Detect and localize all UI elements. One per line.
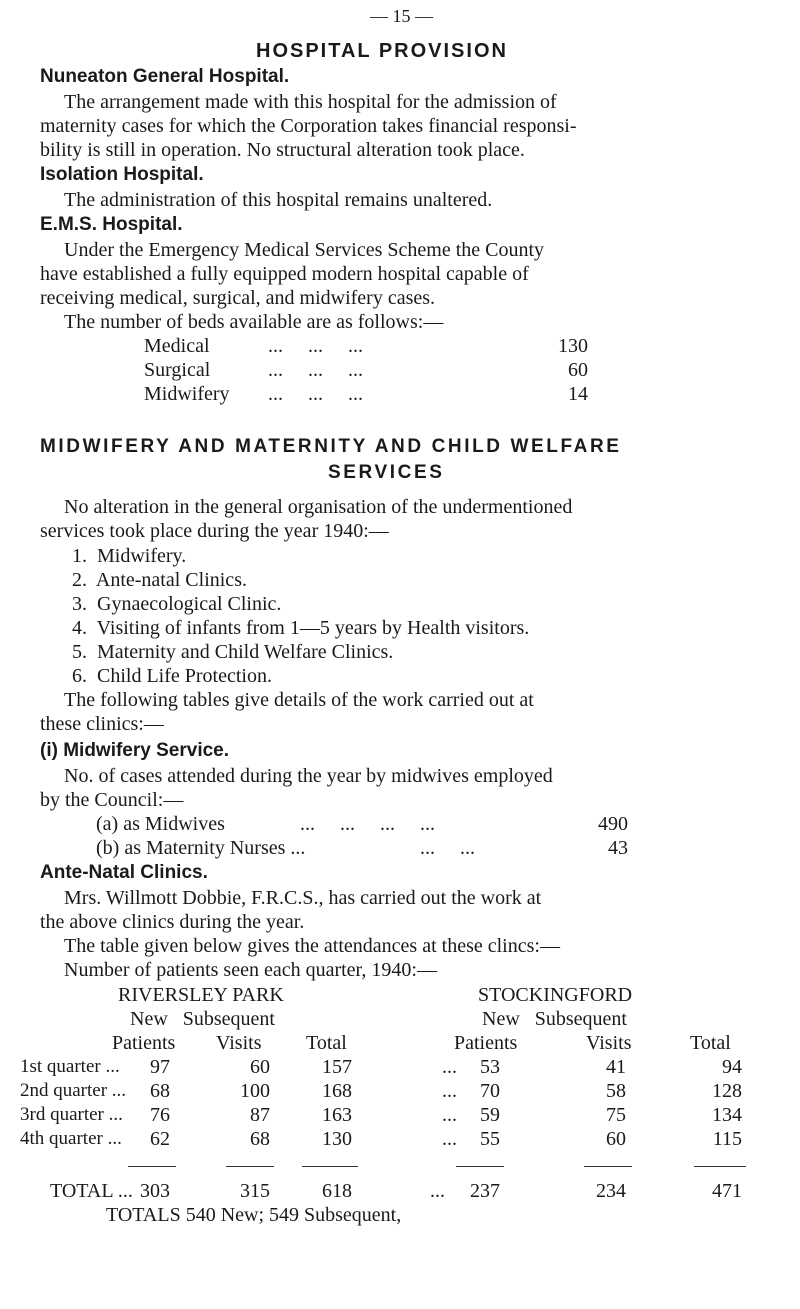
services-intro-line: services took place during the year 1940:—	[40, 520, 389, 542]
table-row-label: 4th quarter ...	[20, 1128, 122, 1149]
table-cell: 60	[250, 1056, 270, 1078]
services-outro-line: these clinics:—	[40, 713, 164, 735]
table-cell: 100	[240, 1080, 270, 1102]
table-total-cell: 237	[470, 1180, 500, 1202]
table-cell: 168	[322, 1080, 352, 1102]
table-cell: 134	[712, 1104, 742, 1126]
table-group-header-riversley: RIVERSLEY PARK	[118, 984, 284, 1006]
table-cell: 75	[606, 1104, 626, 1126]
table-total-dots: ...	[430, 1180, 445, 1202]
table-cell: 53	[480, 1056, 500, 1078]
table-rule	[694, 1166, 746, 1167]
table-cell: 62	[150, 1128, 170, 1150]
services-list-item: 6. Child Life Protection.	[72, 665, 272, 687]
table-total-label: TOTAL ...	[50, 1180, 133, 1202]
table-row-dots: ...	[442, 1104, 457, 1126]
column-header: Patients	[454, 1032, 518, 1054]
totals-summary: TOTALS 540 New; 549 Subsequent,	[106, 1204, 402, 1226]
nuneaton-line: bility is still in operation. No structural alteration took place.	[40, 139, 525, 161]
table-cell: 163	[322, 1104, 352, 1126]
midwifery-row-label: (b) as Maternity Nurses ...	[96, 837, 306, 859]
table-row-dots: ...	[442, 1128, 457, 1150]
ems-line: The number of beds available are as follows:—	[64, 311, 444, 333]
table-group-header-stockingford: STOCKINGFORD	[478, 984, 633, 1006]
table-cell: 87	[250, 1104, 270, 1126]
midwifery-row-label: (a) as Midwives	[96, 813, 225, 835]
beds-value: 60	[568, 359, 588, 381]
table-cell: 70	[480, 1080, 500, 1102]
table-cell: 115	[712, 1128, 742, 1150]
nuneaton-line: maternity cases for which the Corporation takes financial responsi-	[40, 115, 577, 137]
nuneaton-title: Nuneaton General Hospital.	[40, 66, 290, 87]
table-cell: 76	[150, 1104, 170, 1126]
midwifery-service-line: No. of cases attended during the year by midwives employed	[64, 765, 553, 787]
ems-line: Under the Emergency Medical Services Scheme the County	[64, 239, 545, 261]
services-list-item: 1. Midwifery.	[72, 545, 187, 567]
beds-dots: ... ... ...	[268, 383, 363, 405]
beds-value: 14	[568, 383, 588, 405]
beds-dots: ... ... ...	[268, 359, 363, 381]
table-cell: 68	[150, 1080, 170, 1102]
table-row-label: 1st quarter ...	[20, 1056, 120, 1077]
antenatal-line: The table given below gives the attendances at these clincs:—	[64, 935, 560, 957]
table-cell: 128	[712, 1080, 742, 1102]
table-total-cell: 303	[140, 1180, 170, 1202]
nuneaton-line: The arrangement made with this hospital for the admission of	[64, 91, 557, 113]
services-list-item: 5. Maternity and Child Welfare Clinics.	[72, 641, 394, 663]
table-cell: 94	[722, 1056, 742, 1078]
antenatal-line: the above clinics during the year.	[40, 911, 305, 933]
table-total-cell: 471	[712, 1180, 742, 1202]
column-header: Total	[306, 1032, 347, 1054]
table-cell: 60	[606, 1128, 626, 1150]
table-rule	[584, 1166, 632, 1167]
antenatal-line: Number of patients seen each quarter, 1940:—	[64, 959, 437, 981]
table-cell: 58	[606, 1080, 626, 1102]
midwifery-row-value: 43	[608, 837, 628, 859]
beds-dots: ... ... ...	[268, 335, 363, 357]
column-header: Patients	[112, 1032, 176, 1054]
table-total-cell: 618	[322, 1180, 352, 1202]
table-row-dots: ...	[442, 1080, 457, 1102]
midwifery-service-title: (i) Midwifery Service.	[40, 740, 230, 761]
table-row-label: 2nd quarter ...	[20, 1080, 127, 1101]
table-row-dots: ...	[442, 1056, 457, 1078]
beds-label: Midwifery	[144, 383, 230, 405]
table-cell: 157	[322, 1056, 352, 1078]
table-total-cell: 315	[240, 1180, 270, 1202]
table-cell: 130	[322, 1128, 352, 1150]
ems-line: receiving medical, surgical, and midwifery cases.	[40, 287, 436, 309]
services-list-item: 4. Visiting of infants from 1—5 years by Health visitors.	[72, 617, 530, 639]
column-header: Visits	[216, 1032, 262, 1054]
ems-line: have established a fully equipped modern hospital capable of	[40, 263, 529, 285]
table-rule	[456, 1166, 504, 1167]
table-rule	[128, 1166, 176, 1167]
table-cell: 55	[480, 1128, 500, 1150]
midwifery-row-dots: ... ...	[420, 837, 475, 859]
midwifery-row-dots: ... ... ... ...	[300, 813, 435, 835]
table-cell: 41	[606, 1056, 626, 1078]
table-total-cell: 234	[596, 1180, 626, 1202]
services-list-item: 2. Ante-natal Clinics.	[72, 569, 247, 591]
table-subheader-a: New Subsequent	[130, 1008, 275, 1030]
services-outro-line: The following tables give details of the work carried out at	[64, 689, 534, 711]
table-cell: 97	[150, 1056, 170, 1078]
services-intro-line: No alteration in the general organisation of the undermentioned	[64, 496, 573, 518]
table-rule	[226, 1166, 274, 1167]
midwifery-row-value: 490	[598, 813, 628, 835]
services-list-item: 3. Gynaecological Clinic.	[72, 593, 282, 615]
beds-label: Medical	[144, 335, 210, 357]
isolation-title: Isolation Hospital.	[40, 164, 204, 185]
column-header: Total	[690, 1032, 731, 1054]
table-row-label: 3rd quarter ...	[20, 1104, 123, 1125]
isolation-line: The administration of this hospital remains unaltered.	[64, 189, 493, 211]
table-rule	[302, 1166, 358, 1167]
page-number: — 15 —	[370, 6, 433, 26]
antenatal-line: Mrs. Willmott Dobbie, F.R.C.S., has carried out the work at	[64, 887, 542, 909]
section-heading-midwifery: MIDWIFERY AND MATERNITY AND CHILD WELFARE	[40, 436, 622, 457]
beds-value: 130	[558, 335, 588, 357]
midwifery-service-line: by the Council:—	[40, 789, 184, 811]
section-heading-services: SERVICES	[328, 462, 445, 483]
ems-title: E.M.S. Hospital.	[40, 214, 183, 235]
table-cell: 59	[480, 1104, 500, 1126]
column-header: Visits	[586, 1032, 632, 1054]
beds-label: Surgical	[144, 359, 211, 381]
antenatal-title: Ante-Natal Clinics.	[40, 862, 208, 883]
section-heading-hospital-provision: HOSPITAL PROVISION	[256, 40, 508, 62]
table-cell: 68	[250, 1128, 270, 1150]
table-subheader-b: New Subsequent	[482, 1008, 627, 1030]
